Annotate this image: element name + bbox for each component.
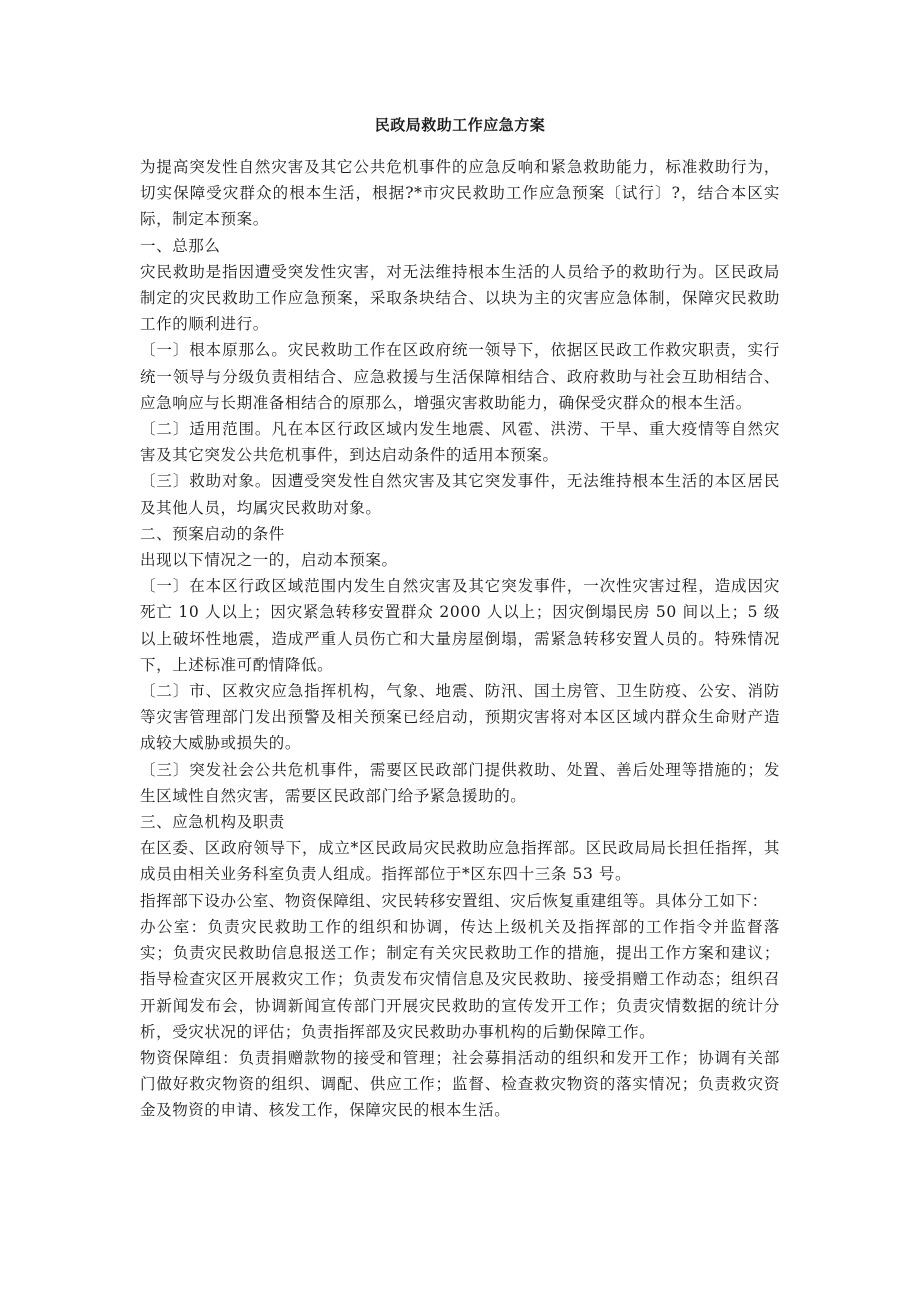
document-page	[140, 112, 780, 1124]
paragraph-command-center: 在区委、区政府领导下，成立*区民政局灾民救助应急指挥部。区民政局局长担任指挥，其成员由相关业务科室负责人组成。指挥部位于*区东四十三条 53 号。	[140, 839, 780, 884]
paragraph-condition-2: 〔二〕市、区救灾应急指挥机构，气象、地震、防汛、国土房管、卫生防疫、公安、消防等灾害管理部门发出预警及相关预案已经启动，预期灾害将对本区区域内群众生命财产造成较大威胁或损失的。	[140, 682, 780, 753]
section-heading-activation: 二、预案启动的条件	[140, 524, 285, 543]
paragraph-office-duties: 办公室：负责灾民救助工作的组织和协调，传达上级机关及指挥部的工作指令并监督落实；负责灾民救助信息报送工作；制定有关灾民救助工作的措施，提出工作方案和建议；指导检查灾区开展救灾工作；负责发布灾情信息及灾民救助、接受捐赠工作动态；组织召开新闻发布会，协调新闻宣传部门开展灾民救助的宣传发开工作；负责灾情数据的统计分析，受灾状况的评估；负责指挥部及灾民救助办事机构的后勤保障工作。	[140, 917, 780, 1041]
paragraph-relief-definition: 灾民救助是指因遭受突发性灾害，对无法维持根本生活的人员给予的救助行为。区民政局制定的灾民救助工作应急预案，采取条块结合、以块为主的灾害应急体制，保障灾民救助工作的顺利进行。	[140, 262, 780, 334]
document-title: 民政局救助工作应急方案	[374, 116, 546, 134]
section-heading-general: 一、总那么	[140, 236, 221, 255]
paragraph-basic-principles: 〔一〕根本原那么。灾民救助工作在区政府统一领导下，依据区民政工作救灾职责，实行统一领导与分级负责相结合、应急救援与生活保障相结合、政府救助与社会互助相结合、应急响应与长期准备相结合的原那么，增强灾害救助能力，确保受灾群众的根本生活。	[140, 341, 780, 412]
paragraph-condition-3: 〔三〕突发社会公共危机事件，需要区民政部门提供救助、处置、善后处理等措施的；发生区域性自然灾害，需要区民政部门给予紧急援助的。	[140, 760, 780, 805]
paragraph-scope: 〔二〕适用范围。凡在本区行政区域内发生地震、风雹、洪涝、干旱、重大疫情等自然灾害及其它突发公共危机事件，到达启动条件的适用本预案。	[140, 420, 780, 465]
intro-paragraph: 为提高突发性自然灾害及其它公共危机事件的应急反响和紧急救助能力，标准救助行为，切实保障受灾群众的根本生活，根据?*市灾民救助工作应急预案〔试行〕?，结合本区实际，制定本预案。	[140, 158, 780, 229]
paragraph-activation-intro: 出现以下情况之一的，启动本预案。	[140, 551, 398, 570]
paragraph-supplies-duties: 物资保障组：负责捐赠款物的接受和管理；社会募捐活动的组织和发开工作；协调有关部门做好救灾物资的组织、调配、供应工作；监督、检查救灾物资的落实情况；负责救灾资金及物资的申请、核发工作，保障灾民的根本生活。	[140, 1048, 780, 1120]
paragraph-condition-1: 〔一〕在本区行政区域范围内发生自然灾害及其它突发事件，一次性灾害过程，造成因灾死亡 10 人以上；因灾紧急转移安置群众 2000 人以上；因灾倒塌民房 50 间以上；5 级以上破坏性地震，造成严重人员伤亡和大量房屋倒塌，需紧急转移安置人员的。特殊情况下，上述标准可酌情降低。	[140, 577, 780, 674]
paragraph-divisions: 指挥部下设办公室、物资保障组、灾民转移安置组、灾后恢复重建组等。具体分工如下：	[140, 891, 768, 910]
paragraph-relief-targets: 〔三〕救助对象。因遭受突发性自然灾害及其它突发事件，无法维持根本生活的本区居民及其他人员，均属灾民救助对象。	[140, 472, 780, 517]
section-heading-organization: 三、应急机构及职责	[140, 813, 285, 832]
